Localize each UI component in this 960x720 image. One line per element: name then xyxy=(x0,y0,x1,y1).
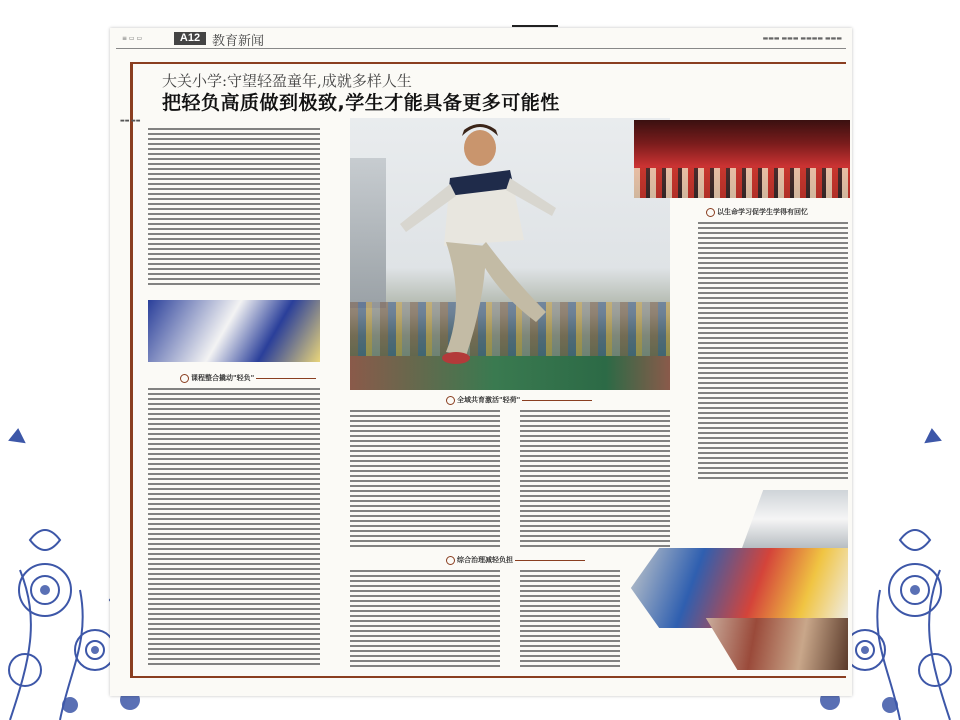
intro-text-column xyxy=(148,128,320,288)
kids-group-photo xyxy=(690,618,848,670)
bottom-left-text xyxy=(350,570,500,670)
article-headline: 把轻负高质做到极致,学生才能具备更多可能性 xyxy=(162,92,560,114)
left-body-text xyxy=(148,388,320,668)
subhead-marker-icon xyxy=(446,396,455,405)
subhead-coeducation: 全域共育激活"轻荷" xyxy=(446,394,592,406)
masthead-small: ≡ ▭ ▭ xyxy=(122,35,143,42)
frame-top-rule xyxy=(130,62,846,64)
school-performance-stage-photo xyxy=(634,120,850,198)
bottom-middle-text xyxy=(520,570,620,670)
teacher-demonstration-photo xyxy=(742,490,848,548)
section-title: 教育新闻 xyxy=(212,34,265,49)
long-jump-student-photo xyxy=(350,118,670,390)
middle-left-text xyxy=(350,410,500,548)
classroom-activity-photo xyxy=(148,300,320,362)
issue-meta: ▬▬▬ ▬▬▬ ▬▬▬▬ ▬▬▬ xyxy=(762,35,842,42)
byline: ▬▬ ▬▬ xyxy=(120,118,141,124)
middle-right-text xyxy=(520,410,670,548)
subhead-marker-icon xyxy=(446,556,455,565)
page-number-badge: A12 xyxy=(174,32,206,45)
subhead-life-learning: 以生命学习促学生学得有回忆 xyxy=(706,206,808,218)
frame-left-rule xyxy=(130,62,133,676)
subhead-governance: 综合治理减轻负担 xyxy=(446,554,585,566)
students-crafts-photo xyxy=(612,548,848,628)
page-header xyxy=(116,30,846,49)
jumper-figure xyxy=(350,118,670,390)
newspaper-page xyxy=(110,28,852,696)
right-column-text xyxy=(698,222,848,482)
subhead-marker-icon xyxy=(180,374,189,383)
top-divider xyxy=(512,25,558,27)
subhead-marker-icon xyxy=(706,208,715,217)
frame-bottom-rule xyxy=(130,676,846,678)
subhead-curriculum: 课程整合撬动"轻负" xyxy=(180,372,316,384)
article-subtitle: 大关小学:守望轻盈童年,成就多样人生 xyxy=(162,72,412,90)
